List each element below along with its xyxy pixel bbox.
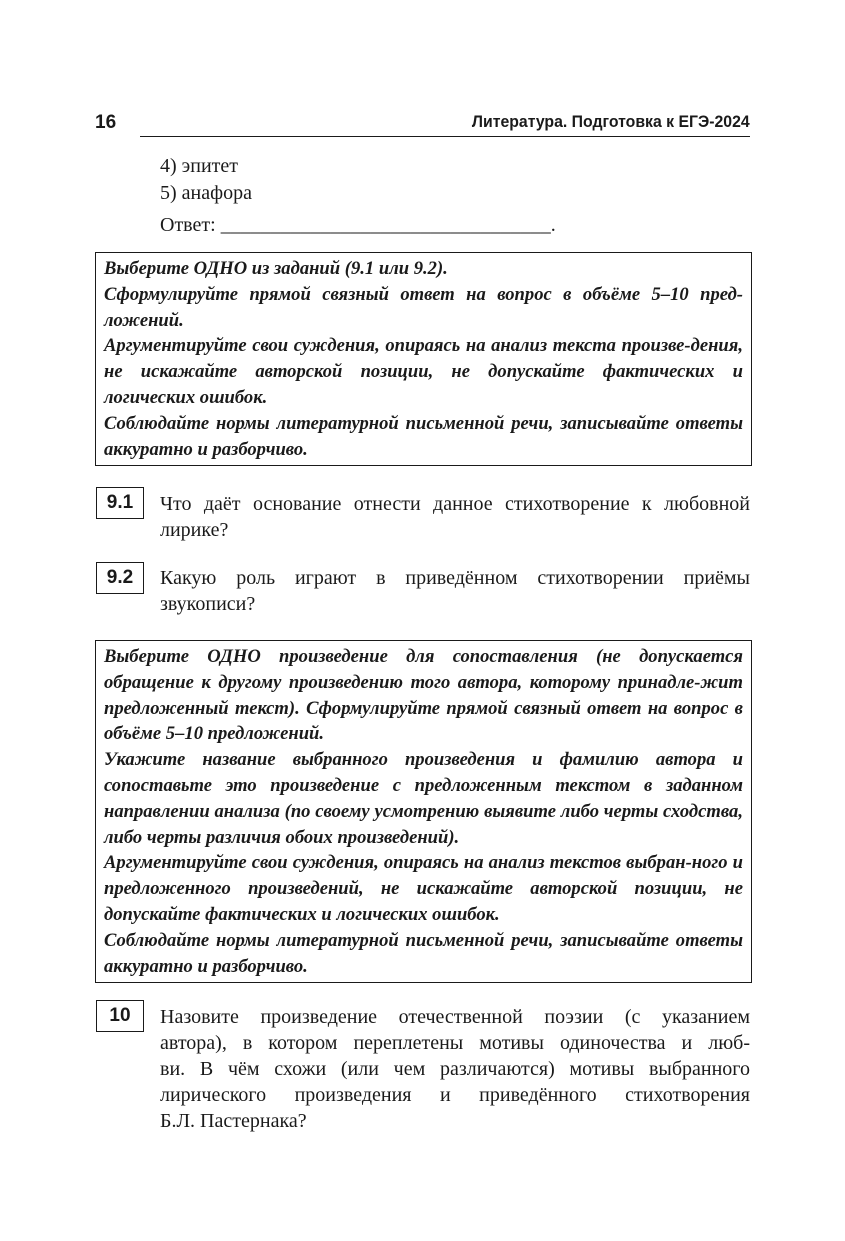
question-line: Б.Л. Пастернака?: [160, 1110, 307, 1132]
question-number-10: 10: [96, 1000, 144, 1032]
page-number: 16: [95, 112, 117, 133]
question-number-9-1: 9.1: [96, 487, 144, 519]
instruction-box-2: [95, 640, 752, 983]
question-line: звукописи?: [160, 593, 256, 615]
question-line: Какую роль играют в приведённом стихотворении приёмы: [160, 567, 750, 589]
answer-label: Ответ:: [160, 214, 216, 236]
question-line: Назовите произведение отечественной поэзии (с указанием: [160, 1006, 750, 1028]
question-line: лирического произведения и приведённого стихотворения: [160, 1084, 750, 1106]
instruction-2-line: Выберите ОДНО произведение для сопоставления (не допускается обращение к другому произведению того автора, которому принадле-жит предложенный текст). Сформулируйте прямой связный ответ на вопрос в объёме 5–10 предложений.: [104, 646, 743, 745]
question-line: ви. В чём схожи (или чем различаются) мотивы выбранного: [160, 1058, 750, 1080]
answer-line: [160, 214, 556, 237]
instruction-1-line: Сформулируйте прямой связный ответ на вопрос в объёме 5–10 пред-ложений.: [104, 283, 743, 331]
instruction-1-line: Аргументируйте свои суждения, опираясь на анализ текста произве-дения, не искажайте авторской позиции, не допускайте фактических и логических ошибок.: [104, 335, 743, 408]
book-title: Литература. Подготовка к ЕГЭ-2024: [472, 112, 750, 131]
question-line: автора), в котором переплетены мотивы одиночества и люб-: [160, 1032, 750, 1054]
question-line: лирике?: [160, 519, 229, 541]
instruction-1-line: Выберите ОДНО из заданий (9.1 или 9.2).: [104, 258, 448, 279]
header-rule: [140, 136, 750, 137]
question-10-text: [160, 1004, 750, 1134]
answer-blank: _________________________________.: [220, 214, 556, 236]
instruction-1-line: Соблюдайте нормы литературной письменной речи, записывайте ответы аккуратно и разборчиво.: [104, 412, 743, 460]
instruction-2-line: Аргументируйте свои суждения, опираясь на анализ текстов выбран-ного и предложенного произведений, не искажайте авторской позиции, не допускайте фактических и логических ошибок.: [104, 852, 743, 925]
question-9-2-text: [160, 565, 750, 617]
question-number-9-2: 9.2: [96, 562, 144, 594]
question-line: Что даёт основание отнести данное стихотворение к любовной: [160, 493, 750, 515]
instruction-box-1: [95, 252, 752, 466]
question-9-1-text: [160, 491, 750, 543]
option-4: 4) эпитет: [160, 155, 239, 177]
instruction-2-line: Укажите название выбранного произведения и фамилию автора и сопоставьте это произведение с предложенным текстом в заданном направлении анализа (по своему усмотрению выявите либо черты сходства, либо черты различия обоих произведений).: [104, 749, 743, 848]
option-5: 5) анафора: [160, 182, 252, 204]
instruction-2-line: Соблюдайте нормы литературной письменной речи, записывайте ответы аккуратно и разборчиво.: [104, 929, 743, 977]
